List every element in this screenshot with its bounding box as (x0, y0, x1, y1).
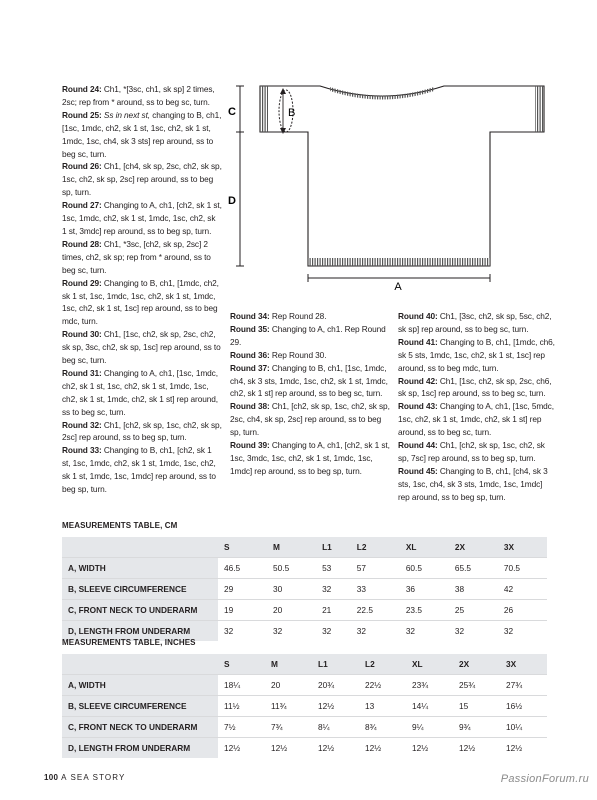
measurement-value: 25¾ (453, 675, 500, 696)
measurement-value: 23¾ (406, 675, 453, 696)
table-in-title: MEASUREMENTS TABLE, INCHES (62, 638, 196, 647)
round-label: Round 26: (62, 161, 102, 172)
measurement-value: 12½ (453, 738, 500, 759)
footer-title: A SEA STORY (61, 773, 126, 782)
round-label: Round 28: (62, 238, 102, 249)
round-label: Round 45: (398, 465, 438, 476)
size-header: XL (400, 537, 449, 558)
pattern-round (230, 362, 392, 401)
measurement-value: 20 (267, 600, 316, 621)
measurement-label: A, WIDTH (62, 675, 218, 696)
round-label: Round 29: (62, 277, 102, 288)
pattern-round (62, 277, 222, 329)
round-instructions: Ch1, *[3sc, ch1, sk sp] 2 times, 2sc; rep from * around, ss to beg sc, turn. (62, 84, 215, 107)
measurement-value: 12½ (218, 738, 265, 759)
label-d: D (228, 195, 236, 207)
round-label: Round 44: (398, 440, 438, 451)
round-instructions: Ch1, [1sc, ch2, sk sp, 2sc, ch6, sk sp, 1sc] rep around, ss to beg sc, turn. (398, 375, 552, 399)
round-instructions: Changing to A, ch1, [1sc, 5mdc, 1sc, ch2, sk 1 st, 1mdc, ch2, sk 1 st] rep around, ss to beg sc, turn. (398, 401, 554, 438)
table-row (62, 696, 547, 717)
round-label: Round 31: (62, 367, 102, 378)
round-instructions: Changing to A, ch1. Rep Round 29. (230, 323, 386, 347)
measurement-value: 12½ (500, 738, 547, 759)
measurement-value: 7¾ (265, 717, 312, 738)
round-label: Round 36: (230, 349, 270, 360)
measurement-value: 36 (400, 579, 449, 600)
measurement-value: 70.5 (498, 558, 547, 579)
measurement-value: 32 (449, 621, 498, 642)
measurement-value: 32 (218, 621, 267, 642)
measurement-value: 46.5 (218, 558, 267, 579)
pattern-round (62, 109, 222, 161)
pattern-round (230, 439, 392, 478)
round-label: Round 35: (230, 323, 270, 334)
round-italic-note: Ss in next st, (103, 109, 150, 120)
pattern-round (230, 323, 392, 349)
round-label: Round 30: (62, 329, 102, 340)
neckline-band (330, 87, 434, 100)
measurement-value: 32 (316, 579, 351, 600)
measurement-value: 32 (351, 621, 400, 642)
size-header: L2 (359, 654, 406, 675)
round-label: Round 32: (62, 419, 102, 430)
measurement-label: D, LENGTH FROM UNDERARM (62, 621, 218, 642)
size-header: 3X (500, 654, 547, 675)
pattern-round (398, 465, 556, 504)
round-instructions: Ch1, [ch4, sk sp, 2sc, ch2, sk sp, 1sc, ch2, sk sp, 2sc] rep around, ss to beg sp, turn. (62, 161, 222, 198)
measurement-value: 12½ (406, 738, 453, 759)
measurement-value: 8¼ (312, 717, 359, 738)
watermark: PassionForum.ru (500, 773, 589, 785)
round-instructions: Changing to A, ch1, [1sc, 1mdc, ch2, sk 1 st, 1sc, ch2, sk 1 st, 1mdc, 1sc, ch2, sk 1 st, 1mdc, ch2, sk 1 st] rep around, ss to beg sc, turn. (62, 367, 218, 417)
measurement-value: 8¾ (359, 717, 406, 738)
table-row (62, 738, 547, 759)
measurement-value: 57 (351, 558, 400, 579)
measurement-value: 21 (316, 600, 351, 621)
round-label: Round 33: (62, 445, 102, 456)
page-number: 100 (44, 773, 59, 782)
right-cuff (535, 86, 543, 132)
round-label: Round 42: (398, 375, 438, 386)
measurement-value: 9¼ (406, 717, 453, 738)
size-header: 2X (453, 654, 500, 675)
measurement-value: 7½ (218, 717, 265, 738)
measurement-label: C, FRONT NECK TO UNDERARM (62, 717, 218, 738)
pattern-round (62, 419, 222, 445)
header-blank (62, 537, 218, 558)
size-header: L1 (316, 537, 351, 558)
pattern-round (230, 400, 392, 439)
measurement-value: 11½ (218, 696, 265, 717)
measurement-value: 15 (453, 696, 500, 717)
round-instructions: Changing to B, ch1, [1mdc, ch2, sk 1 st, 1sc, 1mdc, 1sc, ch2, sk 1 st, 1mdc, 1sc, ch2, sk 1 st, 1sc] rep around, ss to beg mdc, turn. (62, 277, 219, 327)
round-label: Round 25: (62, 109, 102, 120)
round-instructions: changing to B, ch1, [1sc, 1mdc, ch2, sk 1 st, 1sc, ch2, sk 1 st, 1mdc, 1sc, ch4, sk 3 sts] rep around, ss to beg sc, turn. (62, 109, 222, 159)
round-label: Round 43: (398, 401, 438, 412)
measurement-value: 32 (400, 621, 449, 642)
measurement-label: D, LENGTH FROM UNDERARM (62, 738, 218, 759)
measurement-value: 19 (218, 600, 267, 621)
round-instructions: Changing to A, ch1, [ch2, sk 1 st, 1sc, 1mdc, ch2, sk 1 st, 1mdc, 1sc, ch2, sk 1 st, 3mdc] rep around, ss to beg sp, turn. (62, 200, 222, 236)
round-instructions: Changing to B, ch1, [1sc, 1mdc, ch4, sk 3 sts, 1mdc, 1sc, ch2, sk 1 st, 1mdc, ch2, sk 1 st] rep around, ss to beg sc, turn. (230, 362, 388, 399)
pattern-round (62, 367, 222, 419)
round-instructions: Changing to B, ch1, [ch4, sk 3 sts, 1sc, ch4, sk 3 sts, 1mdc, 1sc, 1mdc] rep around, ss to beg sp, turn. (398, 465, 548, 502)
pattern-round (230, 310, 392, 323)
size-header: M (267, 537, 316, 558)
size-header: S (218, 537, 267, 558)
measurements-table-inches (62, 654, 547, 758)
round-label: Round 40: (398, 311, 438, 321)
pattern-round (398, 439, 556, 465)
measurement-value: 11¾ (265, 696, 312, 717)
table-header-row (62, 537, 547, 558)
pattern-round (62, 444, 222, 496)
measurement-value: 12½ (312, 696, 359, 717)
measurement-value: 32 (498, 621, 547, 642)
pattern-round (62, 328, 222, 367)
measurement-value: 53 (316, 558, 351, 579)
hem-band (308, 258, 490, 266)
size-header: L1 (312, 654, 359, 675)
measurements-table-cm (62, 537, 547, 641)
measurement-value: 29 (218, 579, 267, 600)
measurement-value: 16½ (500, 696, 547, 717)
measurement-value: 10¼ (500, 717, 547, 738)
measurement-value: 22.5 (351, 600, 400, 621)
pattern-round (230, 349, 392, 362)
pattern-column-3 (398, 310, 556, 504)
size-header: XL (406, 654, 453, 675)
round-label: Round 39: (230, 440, 270, 451)
round-label: Round 37: (230, 362, 270, 373)
pattern-round (398, 375, 556, 401)
header-blank (62, 654, 218, 675)
table-header-row (62, 654, 547, 675)
size-header: 2X (449, 537, 498, 558)
page-footer (44, 773, 125, 782)
measurement-value: 12½ (265, 738, 312, 759)
round-label: Round 27: (62, 200, 102, 211)
round-label: Round 41: (398, 336, 438, 347)
round-instructions: Ch1, *3sc, [ch2, sk sp, 2sc] 2 times, ch2, sk sp; rep from * around, ss to beg sc, turn. (62, 238, 211, 275)
label-b: B (288, 107, 296, 119)
measurement-value: 23.5 (400, 600, 449, 621)
measurement-value: 32 (316, 621, 351, 642)
table-row (62, 558, 547, 579)
measurement-value: 30 (267, 579, 316, 600)
table-row (62, 675, 547, 696)
measurement-value: 13 (359, 696, 406, 717)
pattern-round (398, 400, 556, 439)
round-instructions: Changing to B, ch1, [1mdc, ch6, sk 5 sts, 1mdc, 1sc, ch2, sk 1 st, 1sc] rep around, ss to beg mdc, turn. (398, 336, 555, 373)
round-instructions: Ch1, [ch2, sk sp, 1sc, ch2, sk sp, 2sc, ch4, sk sp, 2sc] rep around, ss to beg sp, turn. (230, 401, 390, 438)
table-cm-title: MEASUREMENTS TABLE, CM (62, 521, 178, 530)
round-instructions: Ch1, [ch2, sk sp, 1sc, ch2, sk sp, 7sc] rep around, ss to beg sp, turn. (398, 440, 545, 463)
round-instructions: Ch1, [ch2, sk sp, 1sc, ch2, sk sp, 2sc] rep around, ss to beg sp, turn. (62, 419, 222, 443)
garment-outline (260, 86, 544, 266)
measurement-value: 14¼ (406, 696, 453, 717)
measurement-value: 50.5 (267, 558, 316, 579)
round-instructions: Changing to B, ch1, [ch2, sk 1 st, 1sc, 1mdc, ch2, sk 1 st, 1mdc, 1sc, ch2, sk 1 st, 1mdc, 1sc, 1mdc] rep around, ss to beg sp, turn. (62, 445, 216, 495)
measurement-value: 65.5 (449, 558, 498, 579)
left-cuff (260, 86, 268, 132)
pattern-round (62, 199, 222, 238)
round-instructions: Ch1, [1sc, ch2, sk sp, 2sc, ch2, sk sp, 3sc, ch2, sk sp, 1sc] rep around, ss to beg sc, turn. (62, 329, 221, 366)
pattern-round (398, 336, 556, 375)
measurement-value: 20 (265, 675, 312, 696)
measurement-value: 42 (498, 579, 547, 600)
round-instructions: Ch1, [3sc, ch2, sk sp, 5sc, ch2, sk sp] rep around, ss to beg sc, turn. (398, 311, 552, 334)
measurement-value: 22½ (359, 675, 406, 696)
round-label: Round 24: (62, 84, 102, 94)
measurement-value: 12½ (312, 738, 359, 759)
size-header: L2 (351, 537, 400, 558)
measurement-label: A, WIDTH (62, 558, 218, 579)
measurement-label: C, FRONT NECK TO UNDERARM (62, 600, 218, 621)
pattern-round (62, 83, 222, 109)
label-c: C (228, 106, 236, 118)
table-row (62, 600, 547, 621)
table-row (62, 579, 547, 600)
round-label: Round 38: (230, 401, 270, 412)
measurement-value: 27¾ (500, 675, 547, 696)
measurement-value: 9¾ (453, 717, 500, 738)
measurement-value: 60.5 (400, 558, 449, 579)
label-a: A (394, 281, 402, 293)
size-header: M (265, 654, 312, 675)
measurement-value: 18¼ (218, 675, 265, 696)
round-label: Round 34: (230, 311, 270, 321)
pattern-column-2 (230, 310, 392, 478)
round-instructions: Changing to A, ch1, [ch2, sk 1 st, 1sc, 3mdc, 1sc, ch2, sk 1 st, 1mdc, 1sc, 1mdc] rep around, ss to beg sp, turn. (230, 440, 390, 476)
pattern-round (62, 238, 222, 277)
round-instructions: Rep Round 28. (271, 311, 327, 321)
measurement-value: 25 (449, 600, 498, 621)
pattern-round (398, 310, 556, 336)
table-row (62, 717, 547, 738)
measurement-label: B, SLEEVE CIRCUMFERENCE (62, 696, 218, 717)
measurement-value: 26 (498, 600, 547, 621)
pattern-column-1 (62, 83, 222, 496)
size-header: S (218, 654, 265, 675)
measurement-value: 33 (351, 579, 400, 600)
garment-schematic (222, 78, 552, 293)
measurement-value: 20¾ (312, 675, 359, 696)
measurement-label: B, SLEEVE CIRCUMFERENCE (62, 579, 218, 600)
measurement-value: 38 (449, 579, 498, 600)
measurement-value: 32 (267, 621, 316, 642)
pattern-round (62, 160, 222, 199)
measurement-value: 12½ (359, 738, 406, 759)
round-instructions: Rep Round 30. (271, 349, 327, 360)
size-header: 3X (498, 537, 547, 558)
